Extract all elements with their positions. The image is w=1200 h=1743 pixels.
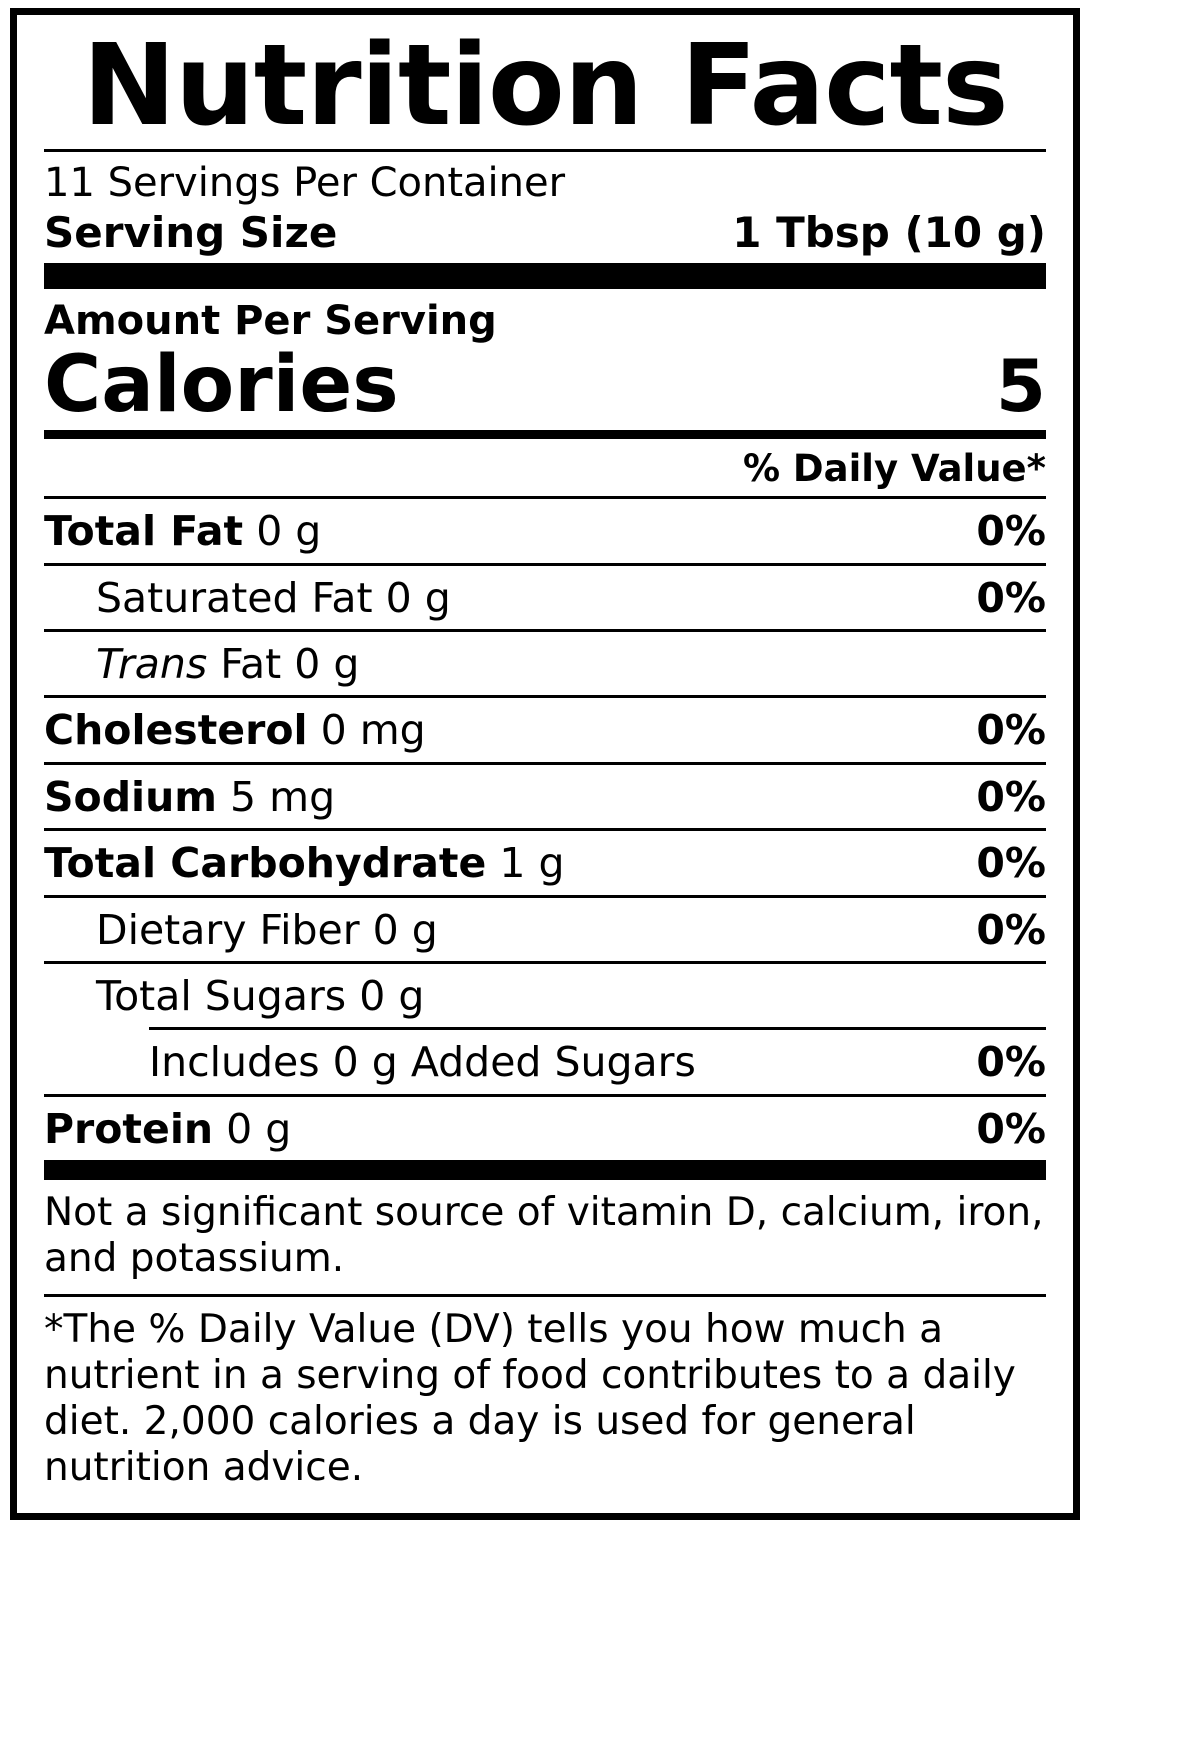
saturated-fat-name: Saturated Fat 0 g (96, 573, 451, 622)
added-sugars-dv: 0% (976, 1038, 1046, 1087)
nutrient-row-dietary-fiber (44, 895, 1046, 961)
sodium-label: Sodium (44, 772, 218, 821)
trans-fat-rest: Fat 0 g (207, 640, 360, 689)
divider-thick-top (44, 263, 1046, 289)
total-sugars-name: Total Sugars 0 g (96, 971, 425, 1020)
cholesterol-name (44, 706, 426, 754)
trans-fat-name (44, 640, 359, 688)
nutrient-row-saturated-fat (44, 563, 1046, 629)
sodium-amount: 5 mg (217, 772, 336, 821)
cholesterol-label: Cholesterol (44, 706, 308, 755)
daily-value-header: % Daily Value* (742, 447, 1046, 491)
cholesterol-dv: 0% (976, 706, 1046, 755)
total-fat-label: Total Fat (44, 507, 244, 556)
nutrient-row-total-carbohydrate (44, 828, 1046, 894)
page-title: Nutrition Facts (82, 21, 1008, 151)
calories-label: Calories (44, 339, 399, 430)
dietary-fiber-dv: 0% (976, 905, 1046, 954)
sodium-dv: 0% (976, 772, 1046, 821)
serving-size-label: Serving Size (44, 208, 338, 258)
total-carbohydrate-dv: 0% (976, 839, 1046, 888)
added-sugars-name: Includes 0 g Added Sugars (149, 1038, 696, 1087)
divider-under-calories (44, 430, 1046, 439)
nutrient-row-trans-fat (44, 629, 1046, 695)
protein-dv: 0% (976, 1104, 1046, 1153)
total-fat-amount: 0 g (243, 507, 322, 556)
calories-row (44, 341, 1046, 431)
protein-label: Protein (44, 1104, 214, 1153)
nutrient-row-total-sugars (44, 961, 1046, 1027)
total-carbohydrate-name (44, 839, 565, 887)
trans-fat-italic: Trans (96, 640, 208, 689)
not-significant-source-note: Not a significant source of vitamin D, calcium, iron, and potassium. (44, 1190, 1044, 1282)
amount-per-serving-label: Amount Per Serving (44, 297, 497, 344)
nutrient-row-added-sugars (44, 1030, 1046, 1093)
saturated-fat-dv: 0% (976, 573, 1046, 622)
nutrient-row-sodium (44, 762, 1046, 828)
total-fat-name (44, 507, 321, 555)
total-fat-dv: 0% (976, 507, 1046, 556)
total-carbohydrate-amount: 1 g (486, 839, 565, 888)
serving-size-row (44, 208, 1046, 258)
nutrient-row-cholesterol (44, 695, 1046, 761)
total-carbohydrate-label: Total Carbohydrate (44, 839, 487, 888)
divider-thick-bottom (44, 1160, 1046, 1180)
calories-value: 5 (995, 343, 1046, 428)
nutrition-facts-label (10, 8, 1080, 1520)
servings-per-container: 11 Servings Per Container (44, 160, 566, 207)
protein-name (44, 1105, 291, 1153)
sodium-name (44, 773, 335, 821)
dietary-fiber-name: Dietary Fiber 0 g (96, 905, 438, 954)
protein-amount: 0 g (213, 1104, 292, 1153)
daily-value-footnote: *The % Daily Value (DV) tells you how much a nutrient in a serving of food contributes to a daily diet. 2,000 calories a day is used for general nutrition advice. (44, 1294, 1046, 1491)
nutrient-row-protein (44, 1094, 1046, 1160)
cholesterol-amount: 0 mg (307, 706, 426, 755)
nutrient-row-total-fat (44, 496, 1046, 562)
serving-size-value: 1 Tbsp (10 g) (732, 208, 1046, 258)
